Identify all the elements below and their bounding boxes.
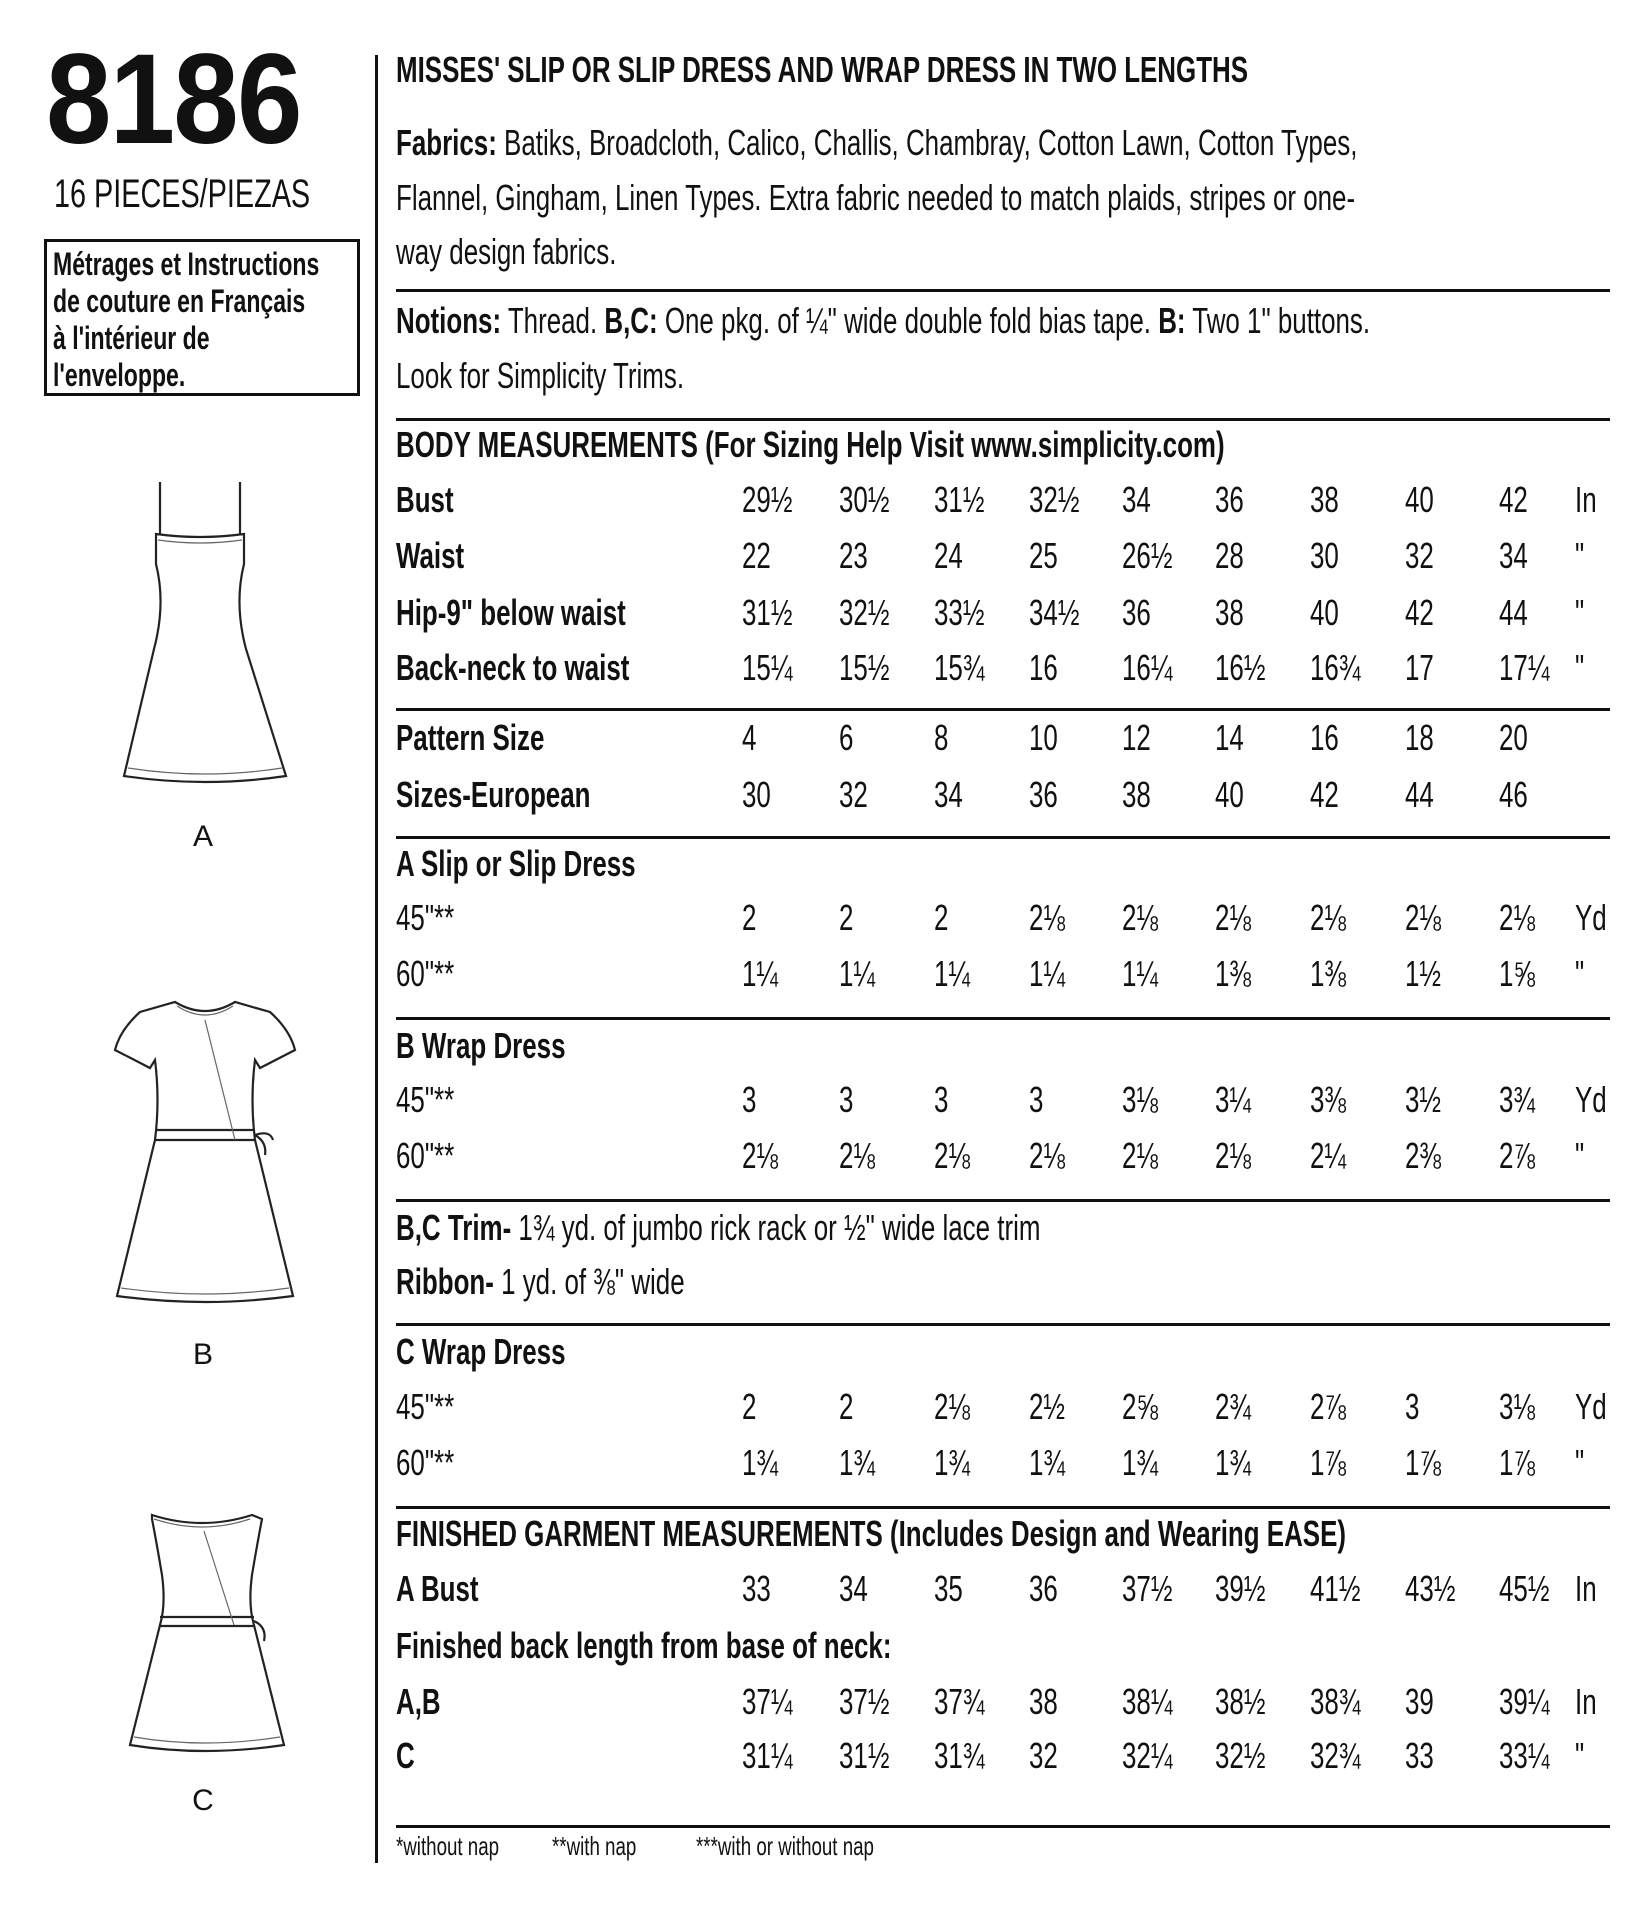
finished-length-row-label: C bbox=[396, 1735, 415, 1776]
body-measurement-row-value: 16¾ bbox=[1310, 647, 1361, 688]
body-measurement-row-value: 42 bbox=[1499, 479, 1528, 520]
view-b-yardage-row-value: 3½ bbox=[1405, 1079, 1442, 1120]
body-measurement-row-value: 17¼ bbox=[1499, 647, 1550, 688]
view-c-yardage-row-value: 1¾ bbox=[1029, 1442, 1066, 1483]
fabrics-line bbox=[396, 123, 1357, 163]
view-b-yardage-row-value: 3¾ bbox=[1499, 1079, 1536, 1120]
french-note-line: l'enveloppe. bbox=[53, 357, 186, 393]
size-row-value: 8 bbox=[934, 717, 949, 758]
view-a-yardage-row-label: 60"** bbox=[396, 953, 455, 994]
size-row-value: 14 bbox=[1215, 717, 1244, 758]
body-measurement-row-unit: In bbox=[1575, 479, 1597, 520]
finished-bust-row-value: 37½ bbox=[1122, 1568, 1173, 1609]
finished-bust-row-value: 43½ bbox=[1405, 1568, 1456, 1609]
body-measurement-row-value: 26½ bbox=[1122, 535, 1173, 576]
view-c-wrap-dress-sketch bbox=[122, 1505, 292, 1760]
body-measurement-row-value: 42 bbox=[1405, 592, 1434, 633]
view-a-yardage-row-value: 1⅜ bbox=[1310, 953, 1347, 994]
body-measurement-row-value: 30½ bbox=[839, 479, 890, 520]
section-divider bbox=[396, 289, 1610, 292]
column-divider bbox=[375, 55, 378, 1863]
body-measurement-row-value: 25 bbox=[1029, 535, 1058, 576]
size-row-value: 36 bbox=[1029, 774, 1058, 815]
size-row-value: 40 bbox=[1215, 774, 1244, 815]
ribbon-line bbox=[396, 1262, 685, 1302]
view-b-yardage-row-label: 45"** bbox=[396, 1079, 455, 1120]
size-row-value: 20 bbox=[1499, 717, 1528, 758]
body-measurement-row-value: 22 bbox=[742, 535, 771, 576]
view-b-yardage-row-value: 3¼ bbox=[1215, 1079, 1252, 1120]
ribbon-label: Ribbon- bbox=[396, 1261, 494, 1302]
section-divider bbox=[396, 1825, 1610, 1828]
size-row-value: 12 bbox=[1122, 717, 1151, 758]
size-row-value: 6 bbox=[839, 717, 854, 758]
finished-back-length-label: Finished back length from base of neck: bbox=[396, 1625, 892, 1666]
size-row-value: 46 bbox=[1499, 774, 1528, 815]
notions-segment: B,C: bbox=[604, 300, 658, 341]
fabrics-text: way design fabrics. bbox=[396, 231, 617, 272]
view-c-yardage-row-value: 1¾ bbox=[839, 1442, 876, 1483]
notions-segment: Two 1" buttons. bbox=[1185, 300, 1371, 341]
finished-length-row-value: 39 bbox=[1405, 1681, 1434, 1722]
view-a-yardage-row-value: 2 bbox=[742, 897, 757, 938]
view-a-yardage-row-value: 2⅛ bbox=[1215, 897, 1252, 938]
french-note-line: à l'intérieur de bbox=[53, 320, 210, 356]
finished-bust-row-value: 41½ bbox=[1310, 1568, 1361, 1609]
ribbon-text: 1 yd. of ⅜" wide bbox=[493, 1261, 685, 1302]
body-measurement-row-value: 23 bbox=[839, 535, 868, 576]
view-c-yardage-row-value: 2 bbox=[839, 1386, 854, 1427]
notions-segment: Notions: bbox=[396, 300, 502, 341]
view-label-b: B bbox=[192, 1338, 213, 1371]
finished-bust-row-value: 45½ bbox=[1499, 1568, 1550, 1609]
finished-length-row-value: 37¾ bbox=[934, 1681, 985, 1722]
body-measurement-row-value: 44 bbox=[1499, 592, 1528, 633]
finished-length-row-value: 38¼ bbox=[1122, 1681, 1173, 1722]
view-b-yardage-row-value: 2⅞ bbox=[1499, 1135, 1536, 1176]
finished-bust-row-value: 39½ bbox=[1215, 1568, 1266, 1609]
body-measurement-row-unit: " bbox=[1575, 592, 1585, 633]
size-row-value: 32 bbox=[839, 774, 868, 815]
view-a-yardage-row-value: 1¼ bbox=[934, 953, 971, 994]
view-a-yardage-row-value: 2⅛ bbox=[1122, 897, 1159, 938]
body-measurement-row-label: Waist bbox=[396, 535, 465, 576]
body-measurement-row-value: 15¼ bbox=[742, 647, 793, 688]
view-label-c: C bbox=[192, 1784, 214, 1817]
section-divider bbox=[396, 708, 1610, 711]
view-b-yardage-row-value: 3 bbox=[839, 1079, 854, 1120]
size-row-value: 44 bbox=[1405, 774, 1434, 815]
finished-length-row-value: 32¼ bbox=[1122, 1735, 1173, 1776]
footnote-with-or-without-nap: ***with or without nap bbox=[696, 1831, 874, 1861]
body-measurement-row-value: 15¾ bbox=[934, 647, 985, 688]
notions-segment: B: bbox=[1158, 300, 1186, 341]
finished-length-row-value: 38¾ bbox=[1310, 1681, 1361, 1722]
body-measurements-heading: BODY MEASUREMENTS (For Sizing Help Visit www.simplicity.com) bbox=[396, 424, 1225, 465]
body-measurement-row-value: 31½ bbox=[934, 479, 985, 520]
section-divider bbox=[396, 1506, 1610, 1509]
view-c-yardage-row-value: 1¾ bbox=[1215, 1442, 1252, 1483]
view-b-yardage-row-unit: " bbox=[1575, 1135, 1585, 1176]
body-measurement-row-value: 34 bbox=[1499, 535, 1528, 576]
view-a-heading: A Slip or Slip Dress bbox=[396, 843, 636, 884]
section-divider bbox=[396, 1199, 1610, 1202]
finished-bust-row-value: 33 bbox=[742, 1568, 771, 1609]
body-measurement-row-value: 40 bbox=[1310, 592, 1339, 633]
french-note-box bbox=[44, 239, 360, 396]
view-a-yardage-row-value: 2⅛ bbox=[1499, 897, 1536, 938]
section-divider bbox=[396, 1323, 1610, 1326]
finished-bust-row-unit: In bbox=[1575, 1568, 1597, 1609]
notions-line bbox=[396, 301, 1370, 341]
body-measurement-row-value: 34½ bbox=[1029, 592, 1080, 633]
view-label-a: A bbox=[192, 820, 213, 853]
view-c-yardage-row-value: 2¾ bbox=[1215, 1386, 1252, 1427]
view-c-yardage-row-unit: " bbox=[1575, 1442, 1585, 1483]
fabrics-text: Batiks, Broadcloth, Calico, Challis, Chambray, Cotton Lawn, Cotton Types, bbox=[496, 122, 1358, 163]
finished-bust-row-label: A Bust bbox=[396, 1568, 479, 1609]
finished-length-row-unit: " bbox=[1575, 1735, 1585, 1776]
finished-bust-row-value: 34 bbox=[839, 1568, 868, 1609]
body-measurement-row-value: 24 bbox=[934, 535, 963, 576]
body-measurement-row-value: 36 bbox=[1122, 592, 1151, 633]
body-measurement-row-value: 16¼ bbox=[1122, 647, 1173, 688]
view-a-yardage-row-value: 1⅜ bbox=[1215, 953, 1252, 994]
view-b-yardage-row-value: 3⅜ bbox=[1310, 1079, 1347, 1120]
body-measurement-row-value: 36 bbox=[1215, 479, 1244, 520]
view-b-yardage-row-label: 60"** bbox=[396, 1135, 455, 1176]
size-row-value: 34 bbox=[934, 774, 963, 815]
view-b-heading: B Wrap Dress bbox=[396, 1025, 566, 1066]
view-b-yardage-row-value: 2⅛ bbox=[1122, 1135, 1159, 1176]
view-b-yardage-row-value: 3 bbox=[934, 1079, 949, 1120]
view-c-heading: C Wrap Dress bbox=[396, 1331, 566, 1372]
finished-length-row-unit: In bbox=[1575, 1681, 1597, 1722]
view-c-yardage-row-label: 45"** bbox=[396, 1386, 455, 1427]
body-measurement-row-value: 34 bbox=[1122, 479, 1151, 520]
finished-length-row-value: 31½ bbox=[839, 1735, 890, 1776]
view-a-yardage-row-value: 2⅛ bbox=[1310, 897, 1347, 938]
finished-length-row-value: 37½ bbox=[839, 1681, 890, 1722]
view-c-yardage-row-value: 2 bbox=[742, 1386, 757, 1427]
body-measurement-row-value: 31½ bbox=[742, 592, 793, 633]
body-measurement-row-value: 16 bbox=[1029, 647, 1058, 688]
section-divider bbox=[396, 1017, 1610, 1020]
size-row-value: 10 bbox=[1029, 717, 1058, 758]
size-row-value: 38 bbox=[1122, 774, 1151, 815]
body-measurement-row-unit: " bbox=[1575, 647, 1585, 688]
body-measurement-row-label: Back-neck to waist bbox=[396, 647, 630, 688]
view-b-yardage-row-value: 3 bbox=[742, 1079, 757, 1120]
view-c-yardage-row-value: 1⅞ bbox=[1310, 1442, 1347, 1483]
view-a-yardage-row-value: 1¼ bbox=[1029, 953, 1066, 994]
view-c-yardage-row-value: 2⅞ bbox=[1310, 1386, 1347, 1427]
view-b-wrap-dress-sketch bbox=[105, 990, 305, 1310]
pieces-count: 16 PIECES/PIEZAS bbox=[54, 172, 311, 216]
french-note-line: Métrages et Instructions bbox=[53, 246, 320, 282]
view-c-yardage-row-value: 1¾ bbox=[1122, 1442, 1159, 1483]
view-b-yardage-row-value: 3⅛ bbox=[1122, 1079, 1159, 1120]
view-b-yardage-row-value: 3 bbox=[1029, 1079, 1044, 1120]
size-row-value: 4 bbox=[742, 717, 757, 758]
view-b-yardage-row-value: 2⅛ bbox=[742, 1135, 779, 1176]
view-a-yardage-row-unit: Yd bbox=[1575, 897, 1607, 938]
body-measurement-row-value: 17 bbox=[1405, 647, 1434, 688]
view-b-yardage-row-value: 2⅛ bbox=[839, 1135, 876, 1176]
body-measurement-row-value: 32½ bbox=[1029, 479, 1080, 520]
view-a-yardage-row-value: 1⅝ bbox=[1499, 953, 1536, 994]
notions-text: Look for Simplicity Trims. bbox=[396, 355, 685, 396]
finished-length-row-value: 33¼ bbox=[1499, 1735, 1550, 1776]
view-b-yardage-row-value: 2⅛ bbox=[934, 1135, 971, 1176]
body-measurement-row-value: 38 bbox=[1215, 592, 1244, 633]
size-row-label: Pattern Size bbox=[396, 717, 545, 758]
body-measurement-row-value: 32½ bbox=[839, 592, 890, 633]
body-measurement-row-value: 40 bbox=[1405, 479, 1434, 520]
view-c-yardage-row-value: 1⅞ bbox=[1499, 1442, 1536, 1483]
finished-length-row-label: A,B bbox=[396, 1681, 441, 1722]
body-measurement-row-unit: " bbox=[1575, 535, 1585, 576]
finished-length-row-value: 32¾ bbox=[1310, 1735, 1361, 1776]
view-c-yardage-row-value: 3 bbox=[1405, 1386, 1420, 1427]
size-row-label: Sizes-European bbox=[396, 774, 591, 815]
french-note-line: de couture en Français bbox=[53, 283, 306, 319]
bc-trim-label: B,C Trim- bbox=[396, 1207, 512, 1248]
notions-segment: Thread. bbox=[501, 300, 605, 341]
section-divider bbox=[396, 836, 1610, 839]
finished-length-row-value: 32 bbox=[1029, 1735, 1058, 1776]
view-a-yardage-row-value: 1¼ bbox=[742, 953, 779, 994]
body-measurement-row-value: 38 bbox=[1310, 479, 1339, 520]
size-row-value: 30 bbox=[742, 774, 771, 815]
body-measurement-row-label: Bust bbox=[396, 479, 454, 520]
finished-bust-row-value: 35 bbox=[934, 1568, 963, 1609]
view-b-yardage-row-value: 2⅛ bbox=[1215, 1135, 1252, 1176]
view-c-yardage-row-value: 2⅛ bbox=[934, 1386, 971, 1427]
view-a-yardage-row-value: 2 bbox=[839, 897, 854, 938]
pattern-title: MISSES' SLIP OR SLIP DRESS AND WRAP DRESS IN TWO LENGTHS bbox=[396, 49, 1249, 90]
view-c-yardage-row-value: 2½ bbox=[1029, 1386, 1066, 1427]
finished-length-row-value: 37¼ bbox=[742, 1681, 793, 1722]
body-measurement-row-value: 15½ bbox=[839, 647, 890, 688]
view-c-yardage-row-value: 1¾ bbox=[742, 1442, 779, 1483]
pattern-number: 8186 bbox=[46, 28, 301, 171]
body-measurement-row-value: 16½ bbox=[1215, 647, 1266, 688]
body-measurement-row-value: 33½ bbox=[934, 592, 985, 633]
finished-length-row-value: 33 bbox=[1405, 1735, 1434, 1776]
view-c-yardage-row-label: 60"** bbox=[396, 1442, 455, 1483]
bc-trim-line bbox=[396, 1208, 1040, 1248]
size-row-value: 42 bbox=[1310, 774, 1339, 815]
view-b-yardage-row-value: 2¼ bbox=[1310, 1135, 1347, 1176]
view-c-yardage-row-value: 1¾ bbox=[934, 1442, 971, 1483]
view-c-yardage-row-unit: Yd bbox=[1575, 1386, 1607, 1427]
view-c-yardage-row-value: 1⅞ bbox=[1405, 1442, 1442, 1483]
body-measurement-row-value: 32 bbox=[1405, 535, 1434, 576]
view-a-yardage-row-unit: " bbox=[1575, 953, 1585, 994]
view-b-yardage-row-value: 2⅜ bbox=[1405, 1135, 1442, 1176]
view-a-yardage-row-value: 2 bbox=[934, 897, 949, 938]
view-a-yardage-row-value: 1¼ bbox=[839, 953, 876, 994]
view-a-yardage-row-value: 2⅛ bbox=[1405, 897, 1442, 938]
size-row-value: 18 bbox=[1405, 717, 1434, 758]
notions-segment: One pkg. of ¼" wide double fold bias tape. bbox=[657, 300, 1159, 341]
body-measurement-row-value: 30 bbox=[1310, 535, 1339, 576]
view-c-yardage-row-value: 3⅛ bbox=[1499, 1386, 1536, 1427]
finished-measurements-heading: FINISHED GARMENT MEASUREMENTS (Includes Design and Wearing EASE) bbox=[396, 1513, 1347, 1554]
view-b-yardage-row-value: 2⅛ bbox=[1029, 1135, 1066, 1176]
finished-bust-row-value: 36 bbox=[1029, 1568, 1058, 1609]
view-a-yardage-row-value: 2⅛ bbox=[1029, 897, 1066, 938]
finished-length-row-value: 32½ bbox=[1215, 1735, 1266, 1776]
fabrics-label: Fabrics: bbox=[396, 122, 497, 163]
fabrics-text: Flannel, Gingham, Linen Types. Extra fabric needed to match plaids, stripes or one- bbox=[396, 177, 1356, 218]
section-divider bbox=[396, 418, 1610, 421]
finished-length-row-value: 38½ bbox=[1215, 1681, 1266, 1722]
view-a-slip-dress-sketch bbox=[110, 474, 300, 794]
finished-length-row-value: 39¼ bbox=[1499, 1681, 1550, 1722]
finished-length-row-value: 31¾ bbox=[934, 1735, 985, 1776]
view-a-yardage-row-value: 1½ bbox=[1405, 953, 1442, 994]
finished-length-row-value: 38 bbox=[1029, 1681, 1058, 1722]
view-b-yardage-row-unit: Yd bbox=[1575, 1079, 1607, 1120]
body-measurement-row-value: 28 bbox=[1215, 535, 1244, 576]
footnote-with-nap: **with nap bbox=[552, 1831, 637, 1861]
view-c-yardage-row-value: 2⅝ bbox=[1122, 1386, 1159, 1427]
body-measurement-row-value: 29½ bbox=[742, 479, 793, 520]
size-row-value: 16 bbox=[1310, 717, 1339, 758]
finished-length-row-value: 31¼ bbox=[742, 1735, 793, 1776]
body-measurement-row-label: Hip-9" below waist bbox=[396, 592, 626, 633]
bc-trim-text: 1¾ yd. of jumbo rick rack or ½" wide lace trim bbox=[511, 1207, 1041, 1248]
view-a-yardage-row-label: 45"** bbox=[396, 897, 455, 938]
footnote-without-nap: *without nap bbox=[396, 1831, 500, 1861]
view-a-yardage-row-value: 1¼ bbox=[1122, 953, 1159, 994]
